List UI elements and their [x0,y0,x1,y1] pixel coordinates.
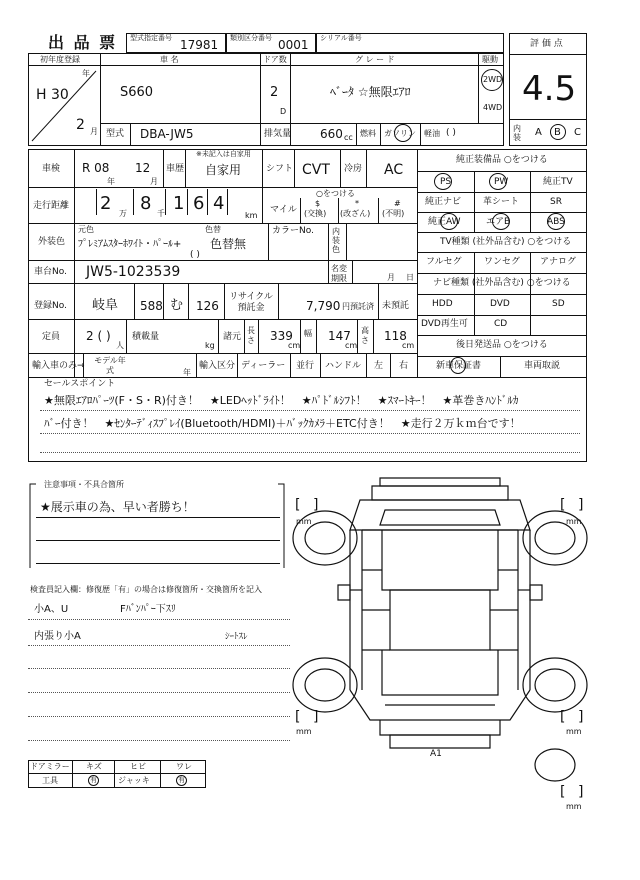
interior-c: C [574,127,581,138]
mileage-sen: 千 [157,209,165,218]
later-warranty: 新車保証書 [436,361,482,371]
navi-cd: CD [494,319,508,329]
tools-jack: ジャッキ [118,776,150,785]
history-value: 自家用 [205,163,242,177]
history-note: ※未記入は自家用 [196,150,251,158]
width-value: 147 [328,329,351,343]
length-value: 339 [270,329,293,343]
handle-label: ハンドル [325,361,362,371]
equip-pw-circle [489,173,507,190]
later-warranty-circle [450,357,466,374]
bracket-front-right: [ [560,497,566,513]
orig-color-label: 元色 [78,225,94,234]
recycle-label: リサイクル預託金 [229,292,273,313]
interior-color-label: 内装色 [332,227,340,254]
first-reg-month: 2 [76,117,85,133]
mileage-digit-3: 1 [173,193,185,214]
car-damage-diagram [290,470,590,810]
colorno-label: カラーNo. [272,226,314,236]
serial-label: シリアル番号 [320,34,362,42]
tools-break: ワレ [176,762,192,771]
mileage-tamper: (改ざん) [340,209,371,218]
bracket-rear-right-close: ] [578,709,584,725]
mm-spare: mm [566,802,582,811]
drive-label: 駆動 [482,55,498,64]
tools-scratch: キズ [86,762,102,771]
reg-number: 126 [196,299,219,313]
color-change-value: 色替無 [210,237,247,251]
navi-header: ナビ種類 (社外品含む) ○をつける [433,278,571,288]
tv-one: ワンセグ [484,257,521,267]
inspector-line-1b: Fﾊﾞﾝﾊﾟｰ下ｽﾘ [120,604,176,615]
orig-color-value: ﾌﾟﾚﾐｱﾑｽﾀｰﾎﾜｲﾄ・ﾊﾟｰﾙ+ [78,239,182,250]
mileage-circle-note: ○をつける [316,189,355,198]
model-code-value: 17981 [180,38,219,52]
first-reg-year-suffix: 年 [82,69,90,78]
equip-aw: 純正AW [428,217,461,227]
type-label: 型式 [106,129,125,139]
reg-label: 登録No. [34,301,67,311]
bracket-rear-left-close: ] [313,709,319,725]
color-label: 外装色 [38,237,66,247]
navi-dvd-play: DVD再生可 [421,319,468,329]
mm-front-left: mm [296,517,312,526]
capacity-value: 2 ( ) [86,329,111,343]
mileage-digit-2: 8 [140,193,152,214]
recycle-value: 7,790 [306,299,341,313]
load-kg: kg [205,341,215,350]
bracket-front-left-close: ] [313,497,319,513]
displacement-label: 排気量 [264,129,292,139]
score-value: 4.5 [522,69,577,109]
mileage-unknown: (不明) [382,209,405,218]
class-code-label: 類別区分番号 [230,34,272,42]
fuel-gasoline: ガソリン [384,129,416,138]
doors-label: ドア数 [263,55,287,64]
inspector-label: 検査員記入欄：修復歴「有」の場合は修復箇所・交換箇所を記入 [30,585,262,594]
sales-line-2: ﾊﾞｰ付き！ ★ｾﾝﾀｰﾃﾞｨｽﾌﾟﾚｲ(Bluetooth/HDMI)＋ﾊﾞｯｸｶﾒﾗ＋ETC付き！ ★走行２万ｋｍ台です！ [44,417,521,430]
interior-b: B [554,127,561,138]
capacity-label: 定員 [42,332,61,342]
capacity-person: 人 [116,341,124,350]
history-label: 車歴 [166,164,185,174]
drive-2wd: 2WD [483,75,503,84]
navi-sd: SD [552,299,565,309]
tools-jack-has: 有 [178,776,185,784]
equip-abs-circle [547,213,565,230]
navi-dvd: DVD [490,299,510,309]
equip-leather: 革シート [483,197,520,207]
tv-full: フルセグ [426,257,462,267]
model-year-label: モデル年式 [94,356,126,375]
mileage-km: km [245,211,258,220]
recycle-unpaid: 未預託 [382,301,410,311]
mileage-dollar: $ [315,199,321,208]
inspector-line-1a: 小A、U [34,604,69,615]
load-label: 積載量 [132,332,160,342]
type-value: DBA-JW5 [140,127,194,141]
displacement-value: 660 [320,127,343,141]
name-change-label: 名変期限 [331,264,347,283]
first-reg-month-suffix: 月 [90,127,98,136]
mileage-hash: # [394,199,401,208]
inspection-era: R 08 [82,161,110,175]
recycle-unit: 円預託済 [342,302,374,311]
fuel-label: 燃料 [360,129,376,138]
equipment-header: 純正装備品 ○をつける [456,155,548,165]
equip-pw: PW [494,177,509,187]
handle-left: 左 [374,361,384,371]
displacement-cc: cc [344,133,353,142]
score-label: 評 価 点 [530,39,563,49]
equip-aw-circle [440,213,458,230]
length-label: 長さ [247,326,255,345]
mileage-star: * [355,199,359,208]
tools-mirror: ドアミラー [30,762,70,771]
model-code-label: 型式指定番号 [130,34,172,42]
tv-header: TV種類 (社外品含む) ○をつける [440,237,572,247]
equip-airbag: エアB [486,217,511,227]
tools-crack: ヒビ [130,762,146,771]
handle-right: 右 [399,361,409,371]
interior-label: 内装 [513,124,521,142]
import-parallel: 並行 [296,361,315,371]
reg-area: 岐阜 [92,298,119,313]
reg-kana: む [170,298,184,313]
doors-d: D [280,107,287,116]
sales-line-1: ★無限ｴｱﾛﾊﾟｰﾂ(F・S・R)付き！ ★LEDﾍｯﾄﾞﾗｲﾄ！ ★ﾊﾟﾄﾞﾙｼﾌﾄ！ ★ｽﾏｰﾄｷｰ！ ★革巻きﾊﾝﾄﾞﾙｶ [44,394,519,407]
shift-label: シフト [266,164,294,174]
first-reg-label: 初年度登録 [40,55,80,64]
bracket-spare: [ [560,784,566,800]
mileage-mile: マイル [270,205,297,215]
bracket-spare-close: ] [578,784,584,800]
class-code-value: 0001 [278,38,309,52]
bracket-front-right-close: ] [578,497,584,513]
import-label: 輸入車のみ→ [32,361,85,371]
bracket-front-left: [ [295,497,301,513]
import-class-label: 輸入区分 [199,361,236,371]
notes-frame [26,478,288,570]
equip-tv: 純正TV [543,177,573,187]
color-change-paren: ( ) [190,250,200,260]
page-title: 出 品 票 [48,33,118,52]
ac-value: AC [384,162,404,178]
bracket-rear-left: [ [295,709,301,725]
equip-navi: 純正ナビ [425,197,462,207]
navi-hdd: HDD [432,299,453,309]
tools-tool-has: 有 [90,776,97,784]
width-label: 幅 [304,329,312,338]
mileage-label: 走行距離 [33,201,70,211]
name-change-day: 日 [406,273,414,282]
vin-value: JW5-1023539 [86,264,181,280]
grade-label: グ レ ー ド [355,55,395,64]
vin-label: 車台No. [34,267,67,277]
interior-a: A [535,127,542,138]
vehicle-name-label: 車 名 [160,55,179,64]
fuel-diesel: 軽油 [424,129,440,138]
notes-line-1: ★展示車の為、早い者勝ち！ [40,500,195,514]
mm-front-right: mm [566,517,582,526]
mileage-exchange: (交換) [304,209,327,218]
model-year-suffix: 年 [183,368,191,377]
equip-ps: PS [440,177,452,187]
grade-value: ﾍﾞｰﾀ ☆無限ｴｱﾛ [330,85,411,99]
inspection-month-suffix: 月 [150,177,158,186]
equip-sr: SR [550,197,562,207]
dims-label: 諸元 [223,332,242,342]
inspector-line-2a: 内張り小A [34,631,81,642]
tv-analog: アナログ [540,257,577,267]
equip-abs: ABS [547,217,565,227]
sales-label: セールスポイント [44,379,116,389]
notes-label: 注意事項・不具合箇所 [44,480,124,489]
equip-airbag-circle [492,213,510,230]
inspection-year: 年 [107,177,115,186]
later-manual: 車両取説 [524,361,561,371]
tools-tool: 工具 [42,776,58,785]
drive-4wd: 4WD [483,103,503,112]
mm-rear-right: mm [566,727,582,736]
inspector-line-2b: ｼｰﾄｽﾚ [225,632,248,642]
shift-value: CVT [302,162,330,178]
height-cm: cm [402,341,415,350]
name-change-month: 月 [387,273,395,282]
mileage-man: 万 [119,209,127,218]
fuel-other: ( ) [446,128,456,138]
reg-class: 588 [140,299,163,313]
import-dealer: ディーラー [241,361,286,371]
mileage-digit-4: 6 [193,193,205,214]
mileage-digit-1: 2 [100,193,112,214]
damage-mark-a1: A1 [430,749,442,759]
height-label: 高さ [361,326,369,345]
length-cm: cm [288,341,301,350]
bracket-rear-right: [ [560,709,566,725]
later-header: 後日発送品 ○をつける [456,340,548,350]
inspection-label: 車検 [42,164,61,174]
inspection-month: 12 [135,161,151,175]
vehicle-name-value: S660 [120,85,154,100]
height-value: 118 [384,329,407,343]
first-reg-era: H 30 [36,87,69,103]
ac-label: 冷房 [344,164,363,174]
width-cm: cm [345,341,358,350]
color-change-label: 色替 [205,225,221,234]
equip-ps-circle [434,173,452,190]
mileage-digit-5: 4 [213,193,225,214]
doors-value: 2 [270,85,279,100]
mm-rear-left: mm [296,727,312,736]
